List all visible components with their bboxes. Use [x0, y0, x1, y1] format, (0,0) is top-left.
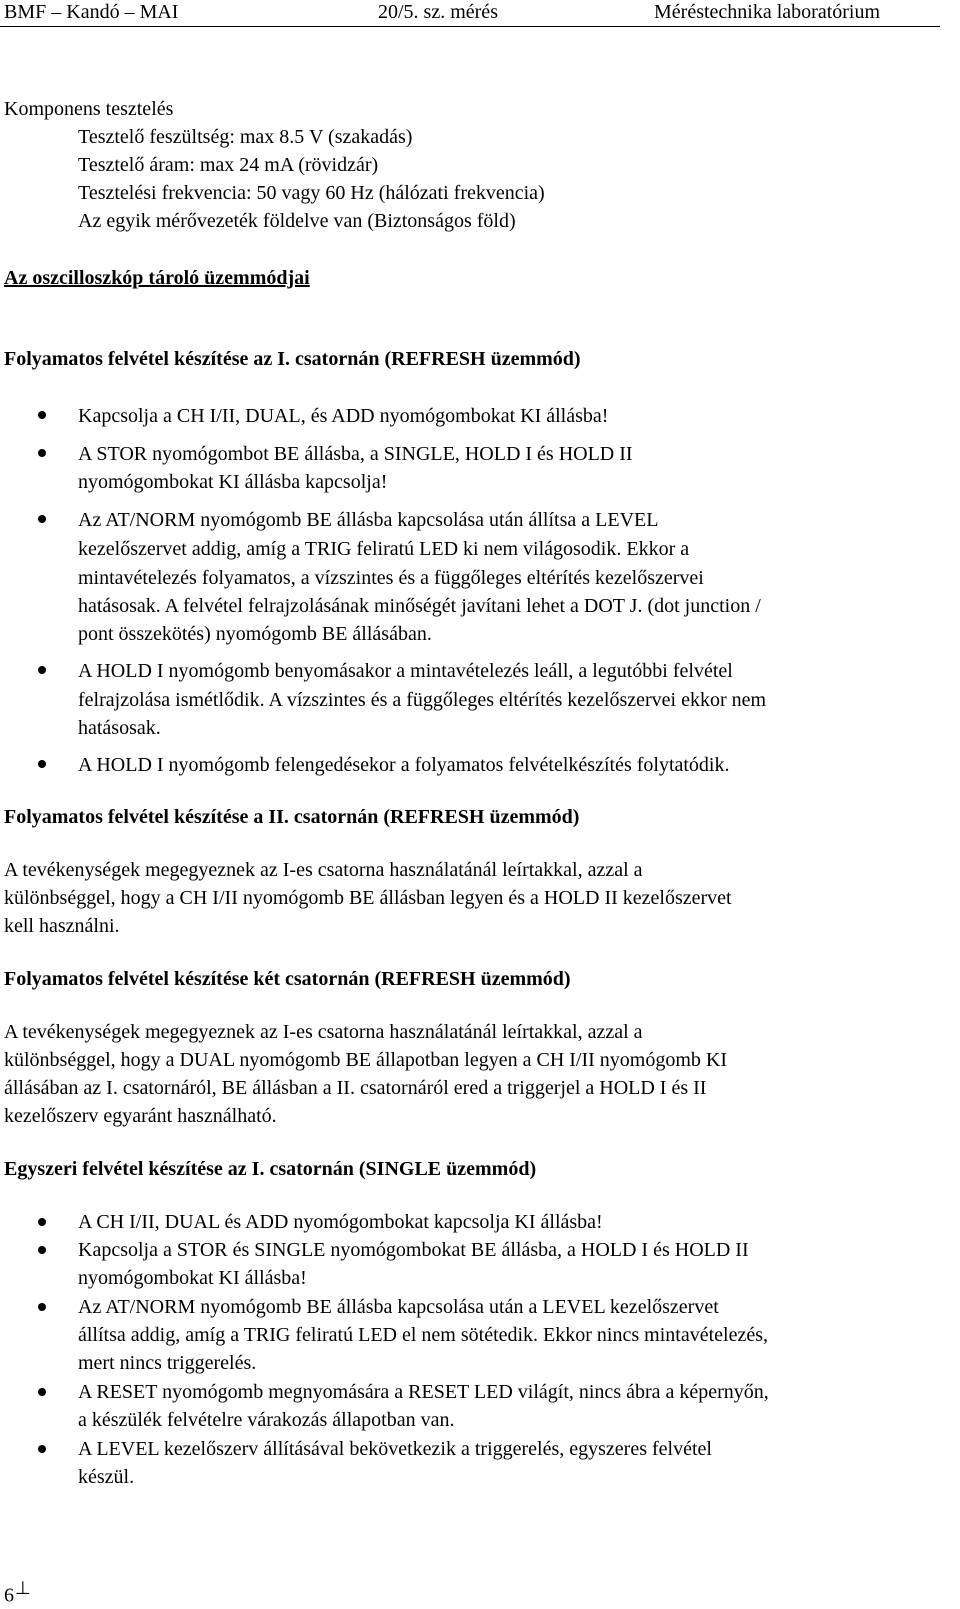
section1-bullet-2: nyomógombokat KI állásba kapcsolja!	[78, 471, 388, 493]
bullet-dot	[38, 1218, 46, 1226]
section3-line: állásában az I. csatornáról, BE állásban a II. csatornáról ered a triggerjel a HOLD I és II	[4, 1077, 707, 1099]
section4-bullet-2: nyomógombokat KI állásba!	[78, 1267, 307, 1289]
component-test-line: Tesztelő áram: max 24 mA (rövidzár)	[78, 154, 379, 176]
section1-bullet-3: kezelőszervet addig, amíg a TRIG feliratú LED ki nem világosodik. Ekkor a	[78, 538, 690, 560]
section1-bullet-2: A STOR nyomógombot BE állásba, a SINGLE, HOLD I és HOLD II	[78, 443, 633, 465]
section1-bullet-3: pont összekötés) nyomógomb BE állásában.	[78, 623, 432, 645]
section2-line: A tevékenységek megegyeznek az I-es csatorna használatánál leírtakkal, azzal a	[4, 859, 643, 881]
section4-bullet-4: a készülék felvételre várakozás állapotban van.	[78, 1409, 455, 1431]
storage-modes-heading: Az oszcilloszkóp tároló üzemmódjai	[4, 267, 310, 289]
component-test-title: Komponens tesztelés	[4, 98, 174, 120]
section1-bullet-3: Az AT/NORM nyomógomb BE állásba kapcsolása után állítsa a LEVEL	[78, 509, 659, 531]
section4-bullet-5: A LEVEL kezelőszerv állításával bekövetkezik a triggerelés, egyszeres felvétel	[78, 1438, 712, 1460]
section1-bullet-3: hatásosak. A felvétel felrajzolásának minőségét javítani lehet a DOT J. (dot junction /	[78, 595, 761, 617]
page-header	[0, 0, 940, 27]
component-test-line: Tesztelő feszültség: max 8.5 V (szakadás)	[78, 126, 413, 148]
bullet-dot	[38, 449, 46, 457]
section3-line: különbséggel, hogy a DUAL nyomógomb BE állapotban legyen a CH I/II nyomógomb KI	[4, 1049, 728, 1071]
bullet-dot	[38, 1445, 46, 1453]
bullet-dot	[38, 1303, 46, 1311]
section4-bullet-1: A CH I/II, DUAL és ADD nyomógombokat kapcsolja KI állásba!	[78, 1211, 603, 1233]
section3-line: kezelőszerv egyaránt használható.	[4, 1105, 277, 1127]
header-left: BMF – Kandó – MAI	[4, 1, 179, 23]
section4-bullet-2: Kapcsolja a STOR és SINGLE nyomógombokat BE állásba, a HOLD I és HOLD II	[78, 1239, 749, 1261]
section2-line: különbséggel, hogy a CH I/II nyomógomb BE állásban legyen és a HOLD II kezelőszervet	[4, 887, 732, 909]
bullet-dot	[38, 1388, 46, 1396]
section4-bullet-3: Az AT/NORM nyomógomb BE állásba kapcsolása után a LEVEL kezelőszervet	[78, 1296, 719, 1318]
section1-bullet-4: hatásosak.	[78, 717, 161, 739]
section3-line: A tevékenységek megegyeznek az I-es csatorna használatánál leírtakkal, azzal a	[4, 1021, 643, 1043]
section1-bullet-4: A HOLD I nyomógomb benyomásakor a mintavételezés leáll, a legutóbbi felvétel	[78, 660, 733, 682]
section3-heading: Folyamatos felvétel készítése két csatornán (REFRESH üzemmód)	[4, 968, 571, 990]
section1-bullet-1: Kapcsolja a CH I/II, DUAL, és ADD nyomógombokat KI állásba!	[78, 405, 609, 427]
section4-bullet-5: készül.	[78, 1466, 135, 1488]
section1-heading: Folyamatos felvétel készítése az I. csatornán (REFRESH üzemmód)	[4, 348, 581, 370]
section1-bullet-5: A HOLD I nyomógomb felengedésekor a folyamatos felvételkészítés folytatódik.	[78, 754, 730, 776]
section4-bullet-4: A RESET nyomógomb megnyomására a RESET LED világít, nincs ábra a képernyőn,	[78, 1381, 769, 1403]
page-number-value: 6	[4, 1584, 14, 1607]
bullet-dot	[38, 515, 46, 523]
section2-line: kell használni.	[4, 915, 120, 937]
header-right: Méréstechnika laboratórium	[654, 1, 881, 23]
section4-bullet-3: állítsa addig, amíg a TRIG feliratú LED el nem sötétedik. Ekkor nincs mintavételezés,	[78, 1324, 768, 1346]
bullet-dot	[38, 666, 46, 674]
bullet-dot	[38, 760, 46, 768]
section1-bullet-4: felrajzolása ismétlődik. A vízszintes és a függőleges eltérítés kezelőszervei ekkor nem	[78, 689, 767, 711]
page-mark: ⊥	[15, 1578, 31, 1598]
component-test-line: Az egyik mérővezeték földelve van (Biztonságos föld)	[78, 210, 516, 232]
bullet-dot	[38, 411, 46, 419]
section4-bullet-3: mert nincs triggerelés.	[78, 1352, 257, 1374]
section4-heading: Egyszeri felvétel készítése az I. csatornán (SINGLE üzemmód)	[4, 1158, 537, 1180]
header-center: 20/5. sz. mérés	[378, 1, 498, 23]
section1-bullet-3: mintavételezés folyamatos, a vízszintes és a függőleges eltérítés kezelőszervei	[78, 567, 704, 589]
bullet-dot	[38, 1246, 46, 1254]
section2-heading: Folyamatos felvétel készítése a II. csatornán (REFRESH üzemmód)	[4, 806, 580, 828]
page-number	[4, 1576, 31, 1608]
component-test-line: Tesztelési frekvencia: 50 vagy 60 Hz (hálózati frekvencia)	[78, 182, 545, 204]
